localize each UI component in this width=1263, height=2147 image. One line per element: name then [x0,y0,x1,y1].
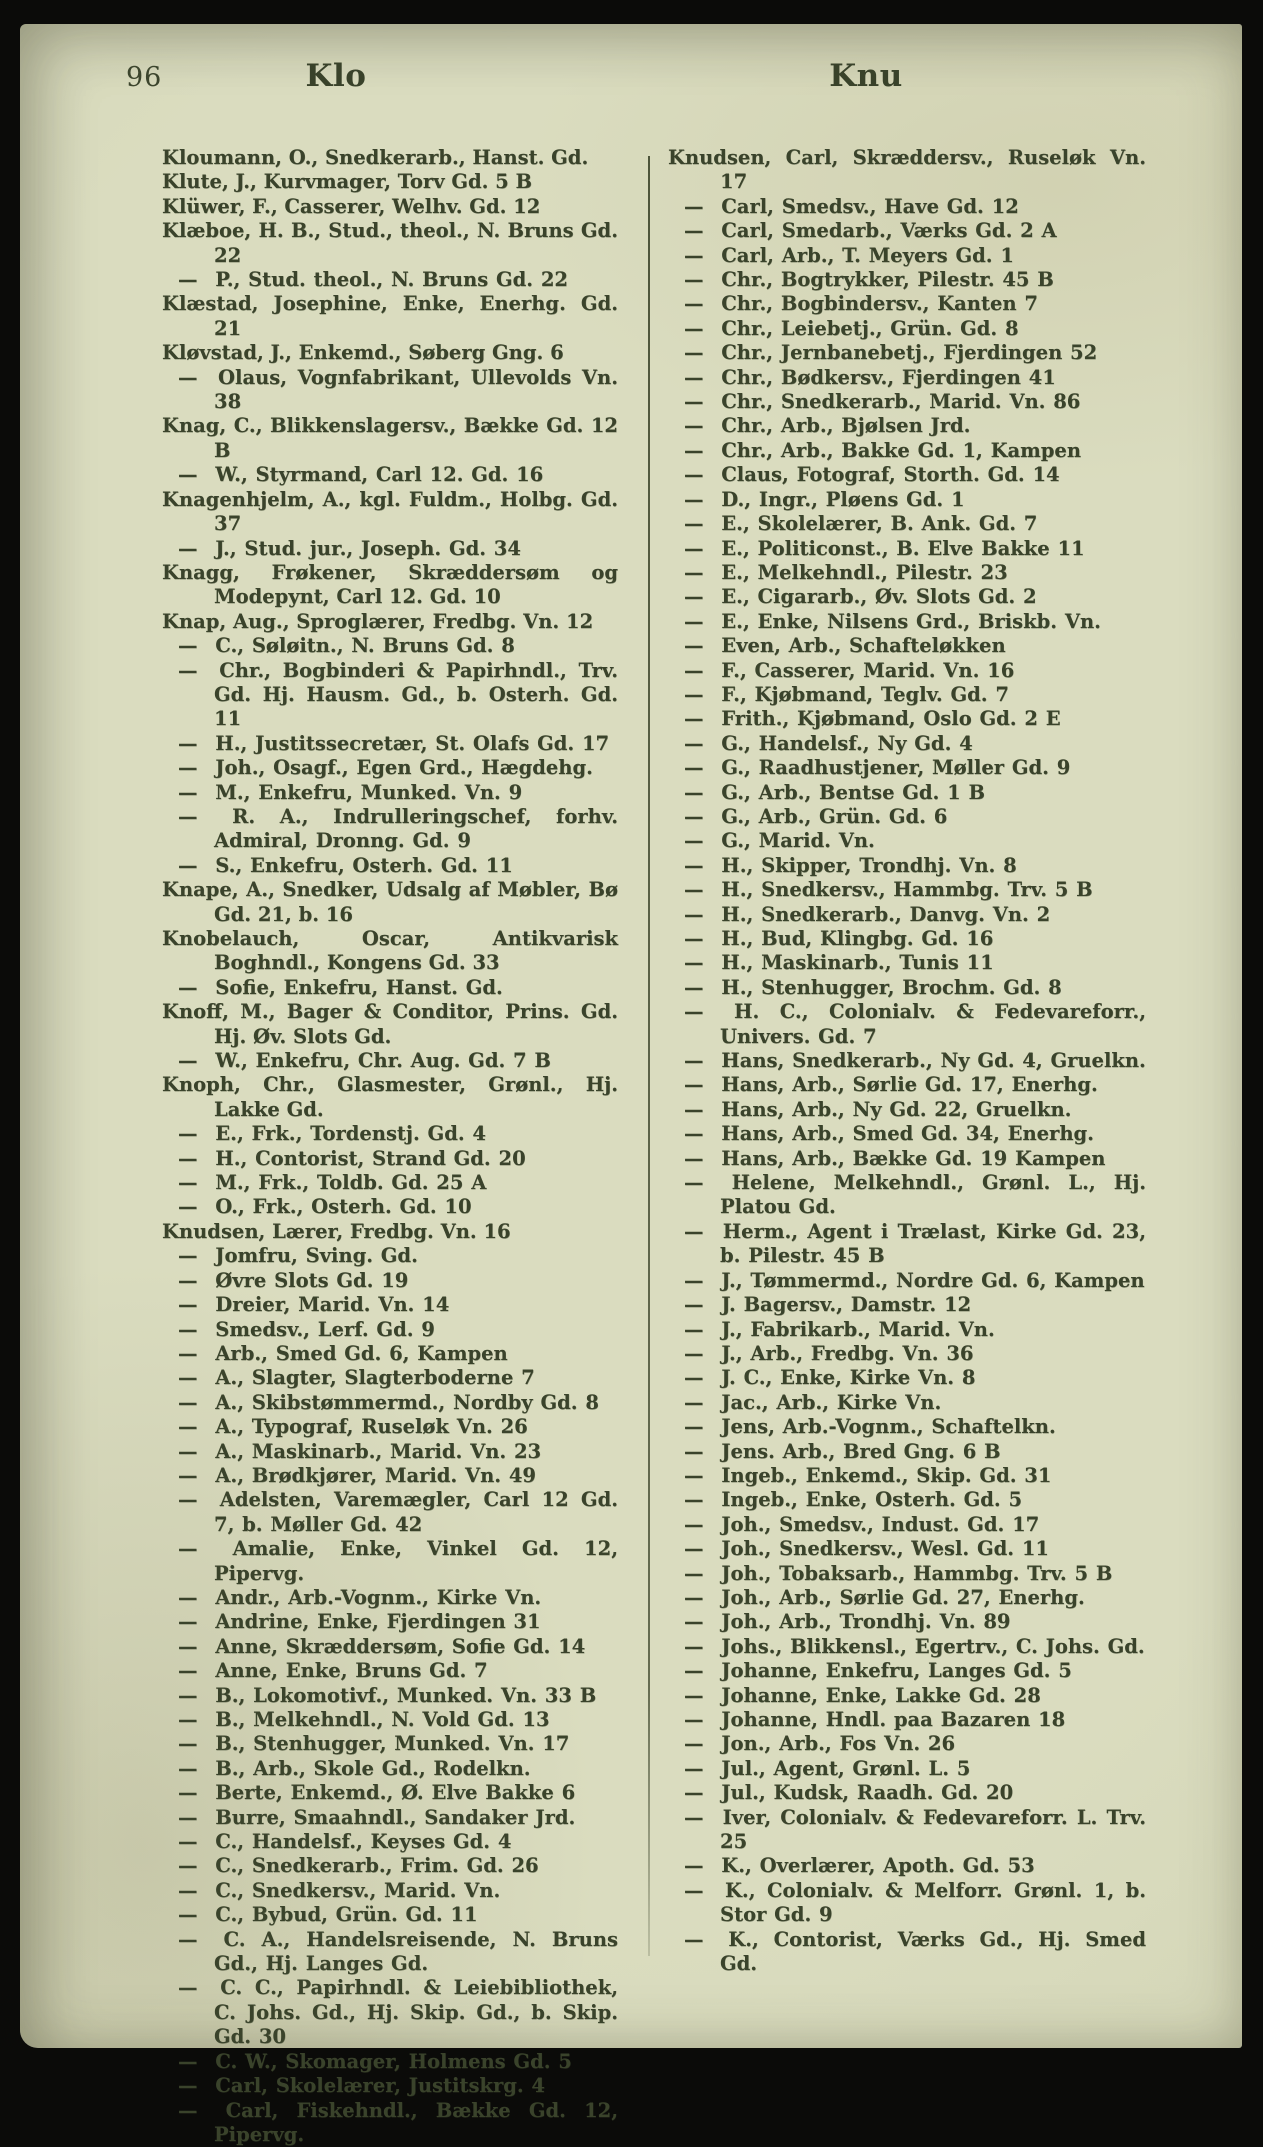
directory-entry: — C., Snedkerarb., Frim. Gd. 26 [162,1854,618,1878]
directory-entry: — Carl, Fiskehndl., Bække Gd. 12, Pipervg. [162,2099,618,2147]
directory-entry: — C., Snedkersv., Marid. Vn. [162,1879,618,1903]
directory-entry: — G., Marid. Vn. [668,829,1146,853]
directory-entry: — Even, Arb., Schafteløkken [668,634,1146,658]
directory-entry: — Andrine, Enke, Fjerdingen 31 [162,1610,618,1634]
directory-entry: — Johanne, Hndl. paa Bazaren 18 [668,1708,1146,1732]
directory-entry: — J., Arb., Fredbg. Vn. 36 [668,1342,1146,1366]
directory-entry: — Chr., Arb., Bakke Gd. 1, Kampen [668,439,1146,463]
directory-entry: Knoff, M., Bager & Conditor, Prins. Gd. Hj. Øv. Slots Gd. [162,1000,618,1049]
directory-entry: — G., Raadhustjener, Møller Gd. 9 [668,756,1146,780]
directory-entry: — W., Enkefru, Chr. Aug. Gd. 7 B [162,1049,618,1073]
directory-entry: — B., Stenhugger, Munked. Vn. 17 [162,1732,618,1756]
directory-entry: — Adelsten, Varemægler, Carl 12 Gd. 7, b. Møller Gd. 42 [162,1488,618,1537]
directory-entry: — B., Arb., Skole Gd., Rodelkn. [162,1757,618,1781]
directory-entry: — J., Stud. jur., Joseph. Gd. 34 [162,537,618,561]
directory-entry: — E., Enke, Nilsens Grd., Briskb. Vn. [668,610,1146,634]
directory-entry: — G., Arb., Grün. Gd. 6 [668,805,1146,829]
directory-entry: — Dreier, Marid. Vn. 14 [162,1293,618,1317]
directory-entry: — E., Cigararb., Øv. Slots Gd. 2 [668,585,1146,609]
directory-entry: Kloumann, O., Snedkerarb., Hanst. Gd. [162,146,618,170]
directory-entry: — Øvre Slots Gd. 19 [162,1269,618,1293]
directory-entry: — G., Handelsf., Ny Gd. 4 [668,732,1146,756]
directory-entry: Knag, C., Blikkenslagersv., Bække Gd. 12 B [162,414,618,463]
directory-entry: — Joh., Arb., Sørlie Gd. 27, Enerhg. [668,1586,1146,1610]
directory-entry: — H., Snedkerarb., Danvg. Vn. 2 [668,903,1146,927]
directory-entry: — B., Lokomotivf., Munked. Vn. 33 B [162,1684,618,1708]
directory-entry: — Andr., Arb.-Vognm., Kirke Vn. [162,1586,618,1610]
directory-entry: — Berte, Enkemd., Ø. Elve Bakke 6 [162,1781,618,1805]
directory-entry: — Claus, Fotograf, Storth. Gd. 14 [668,463,1146,487]
directory-entry: Klüwer, F., Casserer, Welhv. Gd. 12 [162,195,618,219]
left-column-header: Klo [306,58,367,94]
directory-entry: — K., Overlærer, Apoth. Gd. 53 [668,1854,1146,1878]
directory-entry: Kløvstad, J., Enkemd., Søberg Gng. 6 [162,341,618,365]
directory-entry: — Joh., Tobaksarb., Hammbg. Trv. 5 B [668,1562,1146,1586]
right-column [668,146,1146,1976]
directory-entry: — Joh., Osagf., Egen Grd., Hægdehg. [162,756,618,780]
directory-entry: — A., Slagter, Slagterboderne 7 [162,1366,618,1390]
directory-entry: — E., Frk., Tordenstj. Gd. 4 [162,1122,618,1146]
directory-entry: — Jon., Arb., Fos Vn. 26 [668,1732,1146,1756]
directory-entry: — Chr., Snedkerarb., Marid. Vn. 86 [668,390,1146,414]
directory-entry: — H., Snedkersv., Hammbg. Trv. 5 B [668,878,1146,902]
directory-entry: Klæstad, Josephine, Enke, Enerhg. Gd. 21 [162,292,618,341]
directory-entry: — Carl, Arb., T. Meyers Gd. 1 [668,244,1146,268]
directory-entry: — E., Skolelærer, B. Ank. Gd. 7 [668,512,1146,536]
directory-entry: — O., Frk., Osterh. Gd. 10 [162,1195,618,1219]
directory-entry: — Chr., Bogbinderi & Papirhndl., Trv. Gd. Hj. Hausm. Gd., b. Osterh. Gd. 11 [162,659,618,732]
directory-entry: — Carl, Skolelærer, Justitskrg. 4 [162,2074,618,2098]
directory-entry: — A., Skibstømmermd., Nordby Gd. 8 [162,1391,618,1415]
directory-entry: — Frith., Kjøbmand, Oslo Gd. 2 E [668,707,1146,731]
directory-entry: — C. W., Skomager, Holmens Gd. 5 [162,2050,618,2074]
directory-entry: — Jac., Arb., Kirke Vn. [668,1391,1146,1415]
directory-entry: — M., Frk., Toldb. Gd. 25 A [162,1171,618,1195]
directory-entry: — Amalie, Enke, Vinkel Gd. 12, Pipervg. [162,1537,618,1586]
directory-entry: — B., Melkehndl., N. Vold Gd. 13 [162,1708,618,1732]
directory-entry: — Jens, Arb.-Vognm., Schaftelkn. [668,1415,1146,1439]
directory-entry: Knape, A., Snedker, Udsalg af Møbler, Bø Gd. 21, b. 16 [162,878,618,927]
directory-entry: — Johanne, Enkefru, Langes Gd. 5 [668,1659,1146,1683]
directory-entry: — H., Bud, Klingbg. Gd. 16 [668,927,1146,951]
directory-entry: — Joh., Snedkersv., Wesl. Gd. 11 [668,1537,1146,1561]
directory-entry: — P., Stud. theol., N. Bruns Gd. 22 [162,268,618,292]
directory-entry: — J., Tømmermd., Nordre Gd. 6, Kampen [668,1269,1146,1293]
directory-entry: — Jul., Kudsk, Raadh. Gd. 20 [668,1781,1146,1805]
directory-entry: — C. C., Papirhndl. & Leiebibliothek, C. Johs. Gd., Hj. Skip. Gd., b. Skip. Gd. 30 [162,1976,618,2049]
directory-entry: — Anne, Enke, Bruns Gd. 7 [162,1659,618,1683]
directory-entry: — Anne, Skræddersøm, Sofie Gd. 14 [162,1635,618,1659]
directory-entry: Knudsen, Lærer, Fredbg. Vn. 16 [162,1220,618,1244]
directory-entry: — J., Fabrikarb., Marid. Vn. [668,1318,1146,1342]
directory-entry: — Chr., Arb., Bjølsen Jrd. [668,414,1146,438]
directory-entry: — D., Ingr., Pløens Gd. 1 [668,488,1146,512]
directory-entry: — F., Kjøbmand, Teglv. Gd. 7 [668,683,1146,707]
directory-entry: Klute, J., Kurvmager, Torv Gd. 5 B [162,170,618,194]
directory-entry: — C., Bybud, Grün. Gd. 11 [162,1903,618,1927]
directory-entry: — M., Enkefru, Munked. Vn. 9 [162,781,618,805]
directory-entry: — Helene, Melkehndl., Grønl. L., Hj. Platou Gd. [668,1171,1146,1220]
directory-entry: — Ingeb., Enke, Osterh. Gd. 5 [668,1488,1146,1512]
directory-entry: — A., Typograf, Ruseløk Vn. 26 [162,1415,618,1439]
directory-entry: — Herm., Agent i Trælast, Kirke Gd. 23, b. Pilestr. 45 B [668,1220,1146,1269]
directory-entry: — Hans, Arb., Sørlie Gd. 17, Enerhg. [668,1073,1146,1097]
directory-entry: Knudsen, Carl, Skræddersv., Ruseløk Vn. 17 [668,146,1146,195]
left-column [162,146,618,2147]
directory-entry: — E., Politiconst., B. Elve Bakke 11 [668,537,1146,561]
directory-entry: — Chr., Bødkersv., Fjerdingen 41 [668,366,1146,390]
directory-entry: — Jomfru, Sving. Gd. [162,1244,618,1268]
paper-sheet [20,24,1242,2048]
directory-entry: — Joh., Arb., Trondhj. Vn. 89 [668,1610,1146,1634]
directory-entry: — H., Skipper, Trondhj. Vn. 8 [668,854,1146,878]
directory-entry: — Burre, Smaahndl., Sandaker Jrd. [162,1806,618,1830]
directory-entry: — H., Maskinarb., Tunis 11 [668,951,1146,975]
directory-entry: — Sofie, Enkefru, Hanst. Gd. [162,976,618,1000]
directory-entry: — Carl, Smedsv., Have Gd. 12 [668,195,1146,219]
directory-entry: Knap, Aug., Sproglærer, Fredbg. Vn. 12 [162,610,618,634]
directory-entry: Knagg, Frøkener, Skræddersøm og Modepynt, Carl 12. Gd. 10 [162,561,618,610]
directory-entry: — Carl, Smedarb., Værks Gd. 2 A [668,219,1146,243]
directory-entry: — A., Brødkjører, Marid. Vn. 49 [162,1464,618,1488]
directory-entry: — Johanne, Enke, Lakke Gd. 28 [668,1684,1146,1708]
directory-entry: — E., Melkehndl., Pilestr. 23 [668,561,1146,585]
directory-entry: — J. C., Enke, Kirke Vn. 8 [668,1366,1146,1390]
directory-entry: Klæboe, H. B., Stud., theol., N. Bruns Gd. 22 [162,219,618,268]
directory-entry: — C., Søløitn., N. Bruns Gd. 8 [162,634,618,658]
page-number: 96 [126,62,162,93]
column-divider-rule [648,156,650,1956]
directory-entry: — K., Contorist, Værks Gd., Hj. Smed Gd. [668,1928,1146,1977]
directory-entry: — W., Styrmand, Carl 12. Gd. 16 [162,463,618,487]
directory-entry: — H. C., Colonialv. & Fedevareforr., Univers. Gd. 7 [668,1000,1146,1049]
right-column-header: Knu [829,58,903,94]
directory-entry: — Hans, Arb., Ny Gd. 22, Gruelkn. [668,1098,1146,1122]
directory-entry: — H., Contorist, Strand Gd. 20 [162,1147,618,1171]
directory-entry: — J. Bagersv., Damstr. 12 [668,1293,1146,1317]
directory-entry: — H., Stenhugger, Brochm. Gd. 8 [668,976,1146,1000]
directory-entry: — Olaus, Vognfabrikant, Ullevolds Vn. 38 [162,366,618,415]
directory-entry: — Ingeb., Enkemd., Skip. Gd. 31 [668,1464,1146,1488]
directory-entry: Knoph, Chr., Glasmester, Grønl., Hj. Lakke Gd. [162,1073,618,1122]
directory-entry: — K., Colonialv. & Melforr. Grønl. 1, b. Stor Gd. 9 [668,1879,1146,1928]
directory-entry: — Hans, Snedkerarb., Ny Gd. 4, Gruelkn. [668,1049,1146,1073]
directory-entry: Knagenhjelm, A., kgl. Fuldm., Holbg. Gd. 37 [162,488,618,537]
directory-entry: — Smedsv., Lerf. Gd. 9 [162,1318,618,1342]
directory-entry: — Arb., Smed Gd. 6, Kampen [162,1342,618,1366]
directory-entry: — G., Arb., Bentse Gd. 1 B [668,781,1146,805]
directory-entry: Knobelauch, Oscar, Antikvarisk Boghndl., Kongens Gd. 33 [162,927,618,976]
directory-entry: — Hans, Arb., Smed Gd. 34, Enerhg. [668,1122,1146,1146]
directory-entry: — Iver, Colonialv. & Fedevareforr. L. Trv. 25 [668,1806,1146,1855]
directory-entry: — Johs., Blikkensl., Egertrv., C. Johs. Gd. [668,1635,1146,1659]
directory-entry: — A., Maskinarb., Marid. Vn. 23 [162,1440,618,1464]
directory-entry: — C. A., Handelsreisende, N. Bruns Gd., Hj. Langes Gd. [162,1928,618,1977]
directory-entry: — Jens. Arb., Bred Gng. 6 B [668,1440,1146,1464]
directory-entry: — F., Casserer, Marid. Vn. 16 [668,659,1146,683]
directory-entry: — Hans, Arb., Bække Gd. 19 Kampen [668,1147,1146,1171]
directory-entry: — S., Enkefru, Osterh. Gd. 11 [162,854,618,878]
directory-entry: — Joh., Smedsv., Indust. Gd. 17 [668,1513,1146,1537]
directory-entry: — H., Justitssecretær, St. Olafs Gd. 17 [162,732,618,756]
directory-entry: — Chr., Leiebetj., Grün. Gd. 8 [668,317,1146,341]
directory-entry: — C., Handelsf., Keyses Gd. 4 [162,1830,618,1854]
directory-entry: — Chr., Bogtrykker, Pilestr. 45 B [668,268,1146,292]
directory-entry: — Jul., Agent, Grønl. L. 5 [668,1757,1146,1781]
directory-entry: — Chr., Jernbanebetj., Fjerdingen 52 [668,341,1146,365]
directory-entry: — R. A., Indrulleringschef, forhv. Admiral, Dronng. Gd. 9 [162,805,618,854]
directory-entry: — Chr., Bogbindersv., Kanten 7 [668,292,1146,316]
